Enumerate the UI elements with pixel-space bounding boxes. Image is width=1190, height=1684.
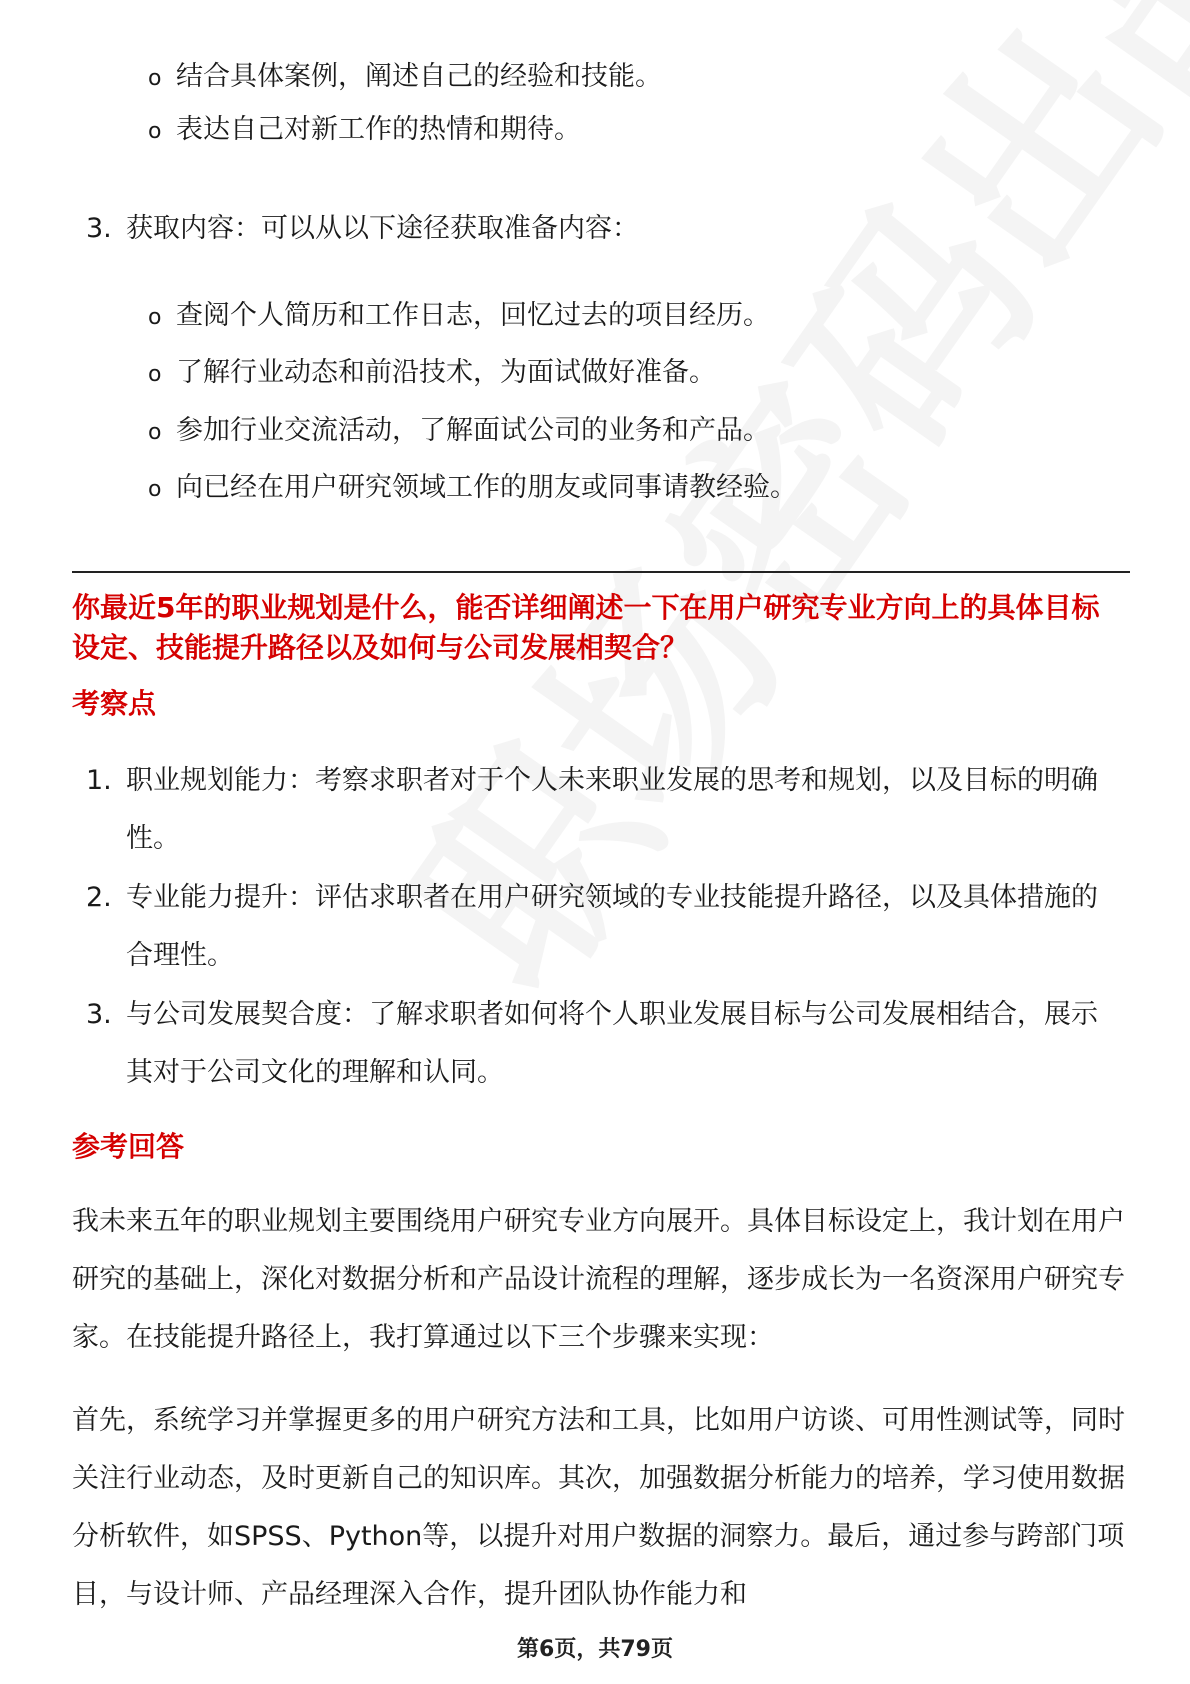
- list-item: [148, 110, 581, 152]
- item-text: 专业能力提升：评估求职者在用户研究领域的专业技能提升路径，以及具体措施的合理性。: [126, 882, 1098, 971]
- list-item-text: 查阅个人简历和工作日志，回忆过去的项目经历。: [176, 300, 770, 331]
- item-text: 与公司发展契合度：了解求职者如何将个人职业发展目标与公司发展相结合，展示其对于公司文化的理解和认同。: [126, 999, 1098, 1088]
- list-item-text: 结合具体案例，阐述自己的经验和技能。: [176, 61, 662, 92]
- numbered-item: [86, 200, 1116, 258]
- bullet-icon: o: [148, 305, 162, 330]
- list-item: [148, 411, 770, 453]
- list-item-text: 参加行业交流活动，了解面试公司的业务和产品。: [176, 415, 770, 446]
- list-item-text: 表达自己对新工作的热情和期待。: [176, 114, 581, 145]
- item-number: 2.: [86, 882, 112, 913]
- item-text: 获取内容：可以从以下途径获取准备内容：: [126, 213, 639, 244]
- bullet-icon: o: [148, 66, 162, 91]
- section-title: 考察点: [72, 687, 157, 720]
- divider: [72, 571, 1130, 573]
- section-title: 参考回答: [72, 1130, 185, 1163]
- list-item: [148, 468, 797, 510]
- list-item: [148, 57, 662, 99]
- bullet-icon: o: [148, 119, 162, 144]
- list-item-text: 向已经在用户研究领域工作的朋友或同事请教经验。: [176, 472, 797, 503]
- item-number: 1.: [86, 765, 112, 796]
- item-number: 3.: [86, 999, 112, 1030]
- numbered-item: [86, 869, 1116, 971]
- item-number: 3.: [86, 213, 112, 244]
- question-heading: 你最近5年的职业规划是什么，能否详细阐述一下在用户研究专业方向上的具体目标设定、技能提升路径以及如何与公司发展相契合？: [72, 591, 1100, 664]
- list-item: [148, 296, 770, 338]
- list-item-text: 了解行业动态和前沿技术，为面试做好准备。: [176, 357, 716, 388]
- list-item: [148, 353, 716, 395]
- numbered-item: [86, 986, 1116, 1088]
- bullet-icon: o: [148, 477, 162, 502]
- bullet-icon: o: [148, 362, 162, 387]
- numbered-item: [86, 752, 1116, 854]
- answer-paragraph: 我未来五年的职业规划主要围绕用户研究专业方向展开。具体目标设定上，我计划在用户研究的基础上，深化对数据分析和产品设计流程的理解，逐步成长为一名资深用户研究专家。在技能提升路径上，我打算通过以下三个步骤来实现：: [72, 1206, 1125, 1353]
- bullet-icon: o: [148, 420, 162, 445]
- page-number: 第6页，共79页: [517, 1637, 673, 1662]
- answer-paragraph: 首先，系统学习并掌握更多的用户研究方法和工具，比如用户访谈、可用性测试等，同时关注行业动态，及时更新自己的知识库。其次，加强数据分析能力的培养，学习使用数据分析软件，如SPSS、Python等，以提升对用户数据的洞察力。最后，通过参与跨部门项目，与设计师、产品经理深入合作，提升团队协作能力和: [72, 1405, 1125, 1610]
- item-text: 职业规划能力：考察求职者对于个人未来职业发展的思考和规划，以及目标的明确性。: [126, 765, 1098, 854]
